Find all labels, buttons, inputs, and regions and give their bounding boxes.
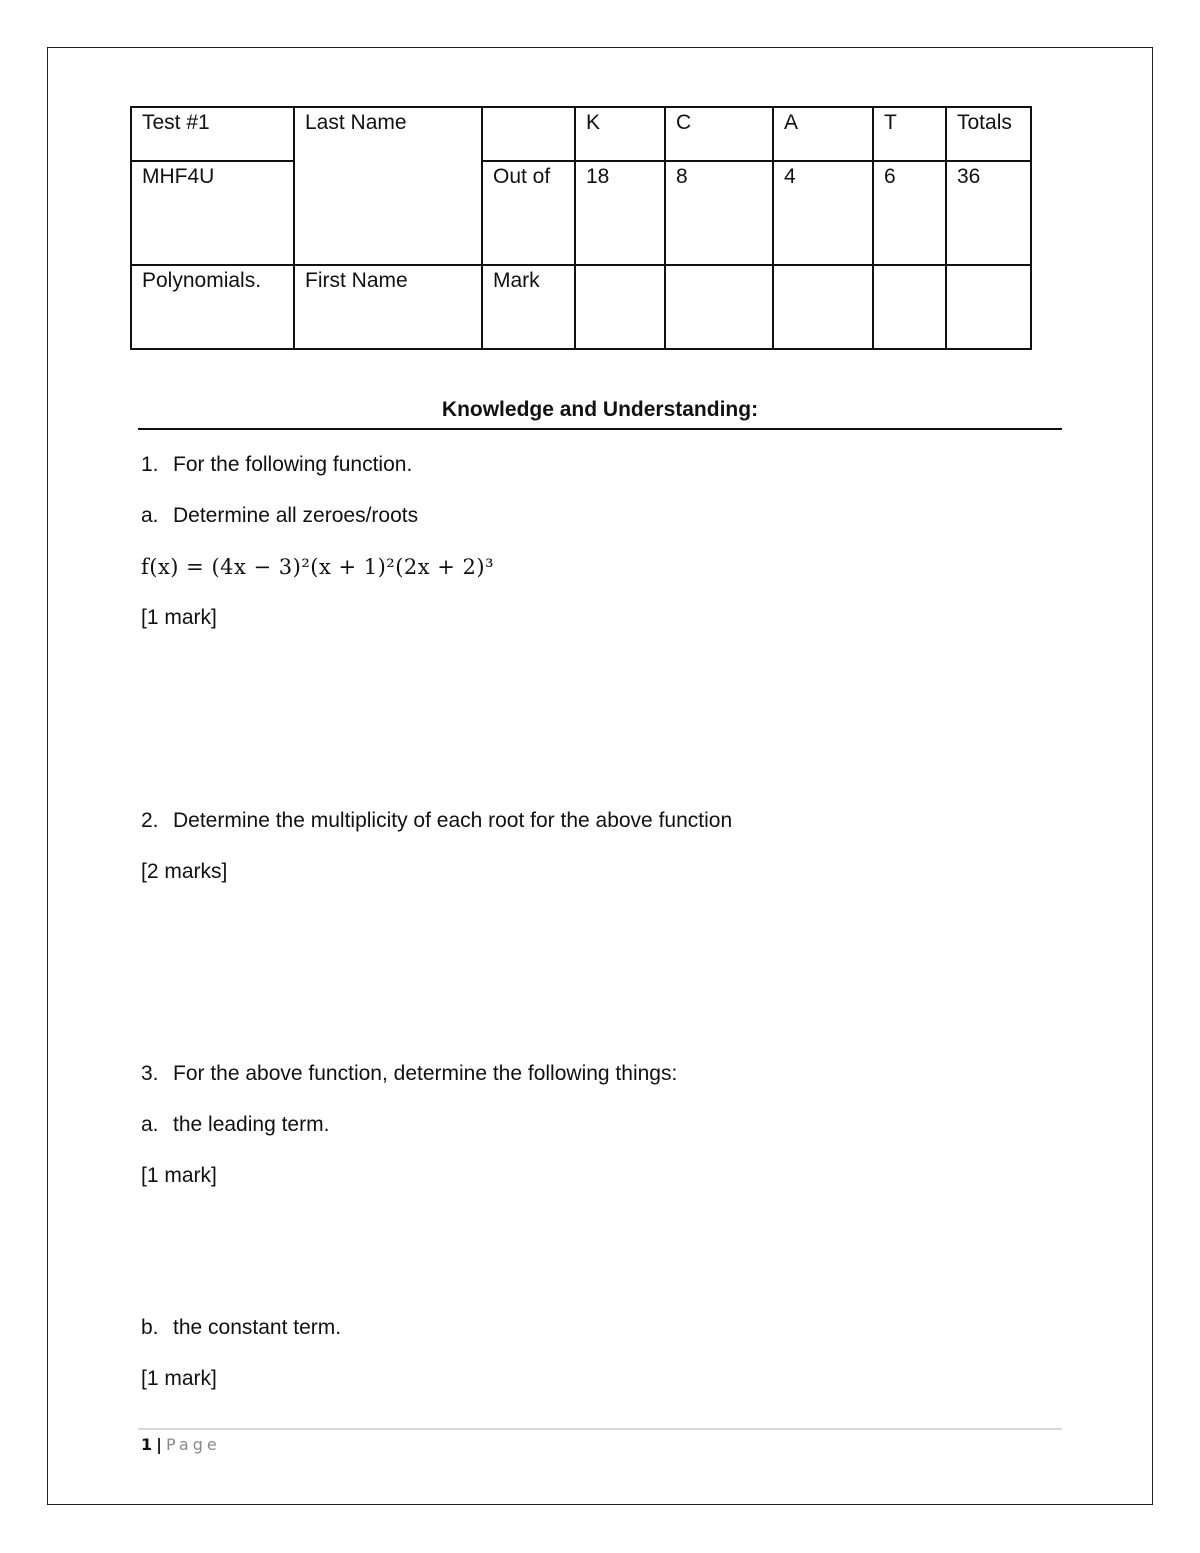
question-3a-marks: [1 mark] xyxy=(141,1164,217,1187)
page-footer xyxy=(141,1434,221,1456)
totals-header: Totals xyxy=(946,107,1031,161)
course-code-cell: MHF4U xyxy=(131,161,294,265)
test-header-table xyxy=(130,106,1032,350)
question-3b-letter: b. xyxy=(141,1316,159,1339)
function-expression xyxy=(141,553,494,581)
out-of-k: 18 xyxy=(575,161,665,265)
page-label: Page xyxy=(165,1435,221,1454)
out-of-a: 4 xyxy=(773,161,873,265)
out-of-c: 8 xyxy=(665,161,773,265)
question-3b-marks: [1 mark] xyxy=(141,1367,217,1390)
mark-k-cell[interactable] xyxy=(575,265,665,349)
question-1a-text: Determine all zeroes/roots xyxy=(173,504,419,527)
first-name-cell[interactable]: First Name xyxy=(294,265,482,349)
question-2-marks: [2 marks] xyxy=(141,860,228,883)
question-1a-letter: a. xyxy=(141,504,159,527)
question-2-text: Determine the multiplicity of each root for the above function xyxy=(173,809,733,832)
footer-separator: | xyxy=(156,1435,162,1454)
question-2-number: 2. xyxy=(141,809,159,832)
section-divider xyxy=(138,428,1062,430)
out-of-total: 36 xyxy=(946,161,1031,265)
question-3 xyxy=(141,1060,677,1088)
mark-a-cell[interactable] xyxy=(773,265,873,349)
category-c-header: C xyxy=(665,107,773,161)
question-1-number: 1. xyxy=(141,453,159,476)
unit-cell: Polynomials. xyxy=(131,265,294,349)
question-3a-text: the leading term. xyxy=(173,1113,330,1136)
out-of-t: 6 xyxy=(873,161,946,265)
mark-t-cell[interactable] xyxy=(873,265,946,349)
mark-total-cell[interactable] xyxy=(946,265,1031,349)
question-2 xyxy=(141,807,732,835)
question-1-marks: [1 mark] xyxy=(141,606,217,629)
question-3b xyxy=(141,1314,341,1342)
function-expression-text: f(x) = (4x − 3)²(x + 1)²(2x + 2)³ xyxy=(141,555,495,579)
test-label-cell: Test #1 xyxy=(131,107,294,161)
question-1 xyxy=(141,451,412,479)
question-3-text: For the above function, determine the following things: xyxy=(173,1062,678,1085)
page-number: 1 xyxy=(141,1435,153,1454)
question-1a xyxy=(141,502,418,530)
section-title: Knowledge and Understanding: xyxy=(441,398,759,421)
footer-divider xyxy=(138,1428,1062,1430)
last-name-cell[interactable]: Last Name xyxy=(294,107,482,265)
category-t-header: T xyxy=(873,107,946,161)
question-3a-letter: a. xyxy=(141,1113,159,1136)
question-3b-text: the constant term. xyxy=(173,1316,342,1339)
mark-c-cell[interactable] xyxy=(665,265,773,349)
blank-header-cell xyxy=(482,107,575,161)
category-k-header: K xyxy=(575,107,665,161)
question-3a xyxy=(141,1111,329,1139)
question-1-text: For the following function. xyxy=(173,453,413,476)
category-a-header: A xyxy=(773,107,873,161)
question-3-number: 3. xyxy=(141,1062,159,1085)
mark-label-cell: Mark xyxy=(482,265,575,349)
out-of-label-cell: Out of xyxy=(482,161,575,265)
